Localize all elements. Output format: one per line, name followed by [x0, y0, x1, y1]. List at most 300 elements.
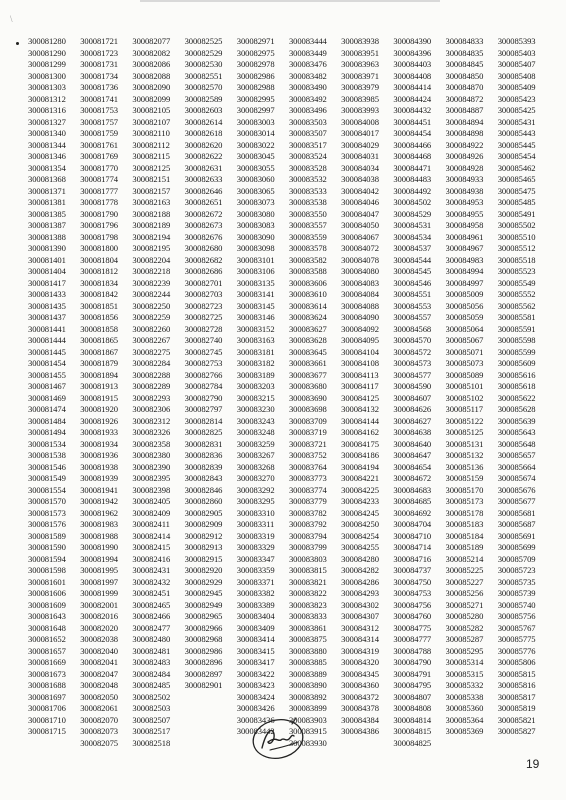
- roll-number-cell: 300082099: [132, 93, 171, 104]
- roll-number-cell: 300082398: [132, 484, 171, 495]
- roll-number-cell: 300084293: [341, 588, 379, 598]
- roll-number-cell: 300083090: [236, 231, 275, 242]
- roll-number-cell: 300081401: [28, 254, 66, 265]
- roll-number-cell: 300081736: [80, 82, 118, 92]
- roll-number-cell: 300081796: [80, 220, 118, 230]
- roll-number-cell: 300085657: [497, 450, 536, 460]
- roll-number-cell: 300085425: [497, 105, 536, 115]
- roll-number-cell: 300084175: [341, 438, 379, 449]
- roll-number-cell: 300085101: [445, 381, 484, 391]
- roll-number-cell: 300082905: [184, 507, 223, 518]
- roll-number-cell: 300084233: [341, 496, 379, 506]
- roll-number-cell: 300084050: [341, 220, 379, 230]
- roll-number-cell: 300084544: [393, 254, 432, 265]
- table-row: [28, 657, 550, 669]
- roll-number-cell: 300083243: [236, 415, 275, 426]
- roll-number-cell: 300083022: [236, 139, 275, 150]
- roll-number-cell: 300082073: [80, 726, 118, 736]
- roll-number-cell: 300084750: [393, 576, 432, 587]
- roll-number-cell: 300083538: [288, 197, 327, 207]
- table-row: [28, 381, 550, 393]
- roll-number-cell: 300081381: [28, 197, 66, 207]
- roll-number-cell: 300081990: [80, 542, 118, 552]
- roll-number-cell: 300081842: [80, 289, 118, 299]
- roll-number-table-body: [28, 36, 550, 749]
- roll-number-cell: 300084084: [341, 289, 379, 299]
- roll-number-cell: 300083426: [236, 703, 275, 713]
- roll-number-cell: 300082288: [132, 369, 171, 380]
- roll-number-cell: 300084777: [393, 634, 432, 644]
- roll-number-cell: 300085159: [445, 473, 484, 483]
- roll-number-cell: 300083329: [236, 542, 275, 552]
- roll-number-cell: 300083680: [288, 381, 327, 391]
- roll-number-cell: 300084029: [341, 139, 379, 150]
- roll-number-cell: 300084466: [393, 139, 432, 150]
- roll-number-cell: 300083106: [236, 266, 275, 276]
- roll-number-cell: 300084551: [393, 289, 432, 299]
- roll-number-cell: 300085059: [445, 312, 484, 322]
- roll-number-cell: 300082284: [132, 358, 171, 368]
- roll-number-cell: 300084194: [341, 461, 379, 472]
- roll-number-cell: 300083773: [288, 473, 327, 483]
- roll-number-cell: 300084314: [341, 634, 379, 644]
- roll-number-cell: 300084034: [341, 162, 379, 173]
- roll-number-cell: 300083203: [236, 381, 275, 391]
- roll-number-cell: 300081753: [80, 105, 118, 115]
- roll-number-cell: 300081798: [80, 231, 118, 242]
- roll-number-cell: 300084795: [393, 680, 432, 690]
- roll-number-cell: 300082843: [184, 473, 223, 483]
- roll-number-cell: 300084894: [445, 116, 484, 127]
- roll-number-cell: 300085549: [497, 277, 536, 288]
- roll-number-cell: 300082728: [184, 323, 223, 334]
- roll-number-cell: 300083414: [236, 634, 275, 644]
- roll-number-cell: 300081445: [28, 346, 66, 357]
- roll-number-cell: 300085462: [497, 162, 536, 173]
- roll-number-cell: 300081371: [28, 185, 66, 196]
- roll-number-cell: 300085699: [497, 542, 536, 552]
- table-row: [28, 151, 550, 163]
- table-row: [28, 496, 550, 508]
- roll-number-cell: 300081994: [80, 553, 118, 564]
- roll-number-cell: 300081879: [80, 358, 118, 368]
- roll-number-cell: 300081441: [28, 323, 66, 334]
- roll-number-cell: 300081995: [80, 565, 118, 575]
- roll-number-cell: 300084384: [341, 714, 379, 725]
- roll-number-cell: 300082723: [184, 300, 223, 311]
- roll-number-cell: 300081936: [80, 450, 118, 460]
- roll-number-cell: 300085315: [445, 668, 484, 679]
- roll-number-cell: 300083764: [288, 461, 327, 472]
- roll-number-cell: 300083979: [341, 82, 379, 92]
- roll-number-cell: 300081920: [80, 404, 118, 414]
- roll-number-cell: 300084534: [393, 231, 432, 242]
- roll-number-cell: 300082517: [132, 726, 171, 736]
- roll-number-cell: 300083690: [288, 392, 327, 403]
- roll-number-cell: 300082477: [132, 622, 171, 633]
- roll-number-cell: 300082896: [184, 657, 223, 667]
- roll-number-cell: 300084088: [341, 300, 379, 311]
- roll-number-cell: 300082614: [184, 116, 223, 127]
- roll-number-cell: 300082483: [132, 657, 171, 667]
- roll-number-cell: 300082086: [132, 59, 171, 69]
- roll-number-cell: 300084378: [341, 703, 379, 713]
- roll-number-cell: 300084031: [341, 151, 379, 161]
- roll-number-cell: 300081385: [28, 208, 66, 219]
- roll-number-cell: 300082507: [132, 714, 171, 725]
- roll-number-cell: 300084186: [341, 450, 379, 460]
- roll-number-cell: 300082163: [132, 197, 171, 207]
- roll-number-cell: 300084928: [445, 162, 484, 173]
- roll-number-cell: 300082312: [132, 415, 171, 426]
- roll-number-cell: 300082107: [132, 116, 171, 127]
- roll-number-cell: 300082326: [132, 427, 171, 437]
- roll-number-cell: 300081404: [28, 266, 66, 276]
- roll-number-cell: 300084113: [341, 369, 379, 380]
- roll-number-cell: 300082275: [132, 346, 171, 357]
- roll-number-cell: 300082405: [132, 496, 171, 506]
- roll-number-cell: 300081769: [80, 151, 118, 161]
- roll-number-cell: 300082151: [132, 174, 171, 184]
- roll-number-cell: 300083503: [288, 116, 327, 127]
- roll-number-cell: 300085756: [497, 611, 536, 621]
- roll-number-cell: 300082239: [132, 277, 171, 288]
- roll-number-cell: 300081999: [80, 588, 118, 598]
- roll-number-cell: 300083442: [236, 726, 275, 736]
- roll-number-cell: 300081643: [28, 611, 66, 621]
- roll-number-cell: 300085676: [497, 484, 536, 495]
- roll-number-cell: 300084396: [393, 47, 432, 58]
- roll-number-cell: 300085214: [445, 553, 484, 564]
- roll-number-cell: 300082920: [184, 565, 223, 575]
- roll-number-cell: 300084320: [341, 657, 379, 667]
- roll-number-cell: 300081444: [28, 335, 66, 345]
- roll-number-cell: 300081913: [80, 381, 118, 391]
- roll-number-cell: 300085332: [445, 680, 484, 690]
- roll-number-cell: 300083347: [236, 553, 275, 564]
- roll-number-cell: 300081387: [28, 220, 66, 230]
- roll-number-cell: 300082966: [184, 622, 223, 633]
- roll-number-cell: 300085562: [497, 300, 536, 311]
- roll-number-cell: 300082016: [80, 611, 118, 621]
- table-row: [28, 404, 550, 416]
- roll-number-cell: 300081804: [80, 254, 118, 265]
- roll-number-cell: 300083528: [288, 162, 327, 173]
- roll-number-cell: 300081759: [80, 128, 118, 138]
- roll-number-cell: 300081469: [28, 392, 66, 403]
- roll-number-cell: 300083449: [288, 47, 327, 58]
- roll-number-cell: 300085776: [497, 645, 536, 656]
- roll-number-cell: 300084933: [445, 174, 484, 184]
- roll-number-cell: 300085183: [445, 519, 484, 529]
- roll-number-cell: 300082416: [132, 553, 171, 564]
- roll-number-cell: 300082157: [132, 185, 171, 196]
- roll-number-cell: 300083774: [288, 484, 327, 495]
- roll-number-cell: 300085056: [445, 300, 484, 311]
- roll-number-cell: 300081368: [28, 174, 66, 184]
- roll-number-cell: 300082218: [132, 266, 171, 276]
- roll-number-cell: 300083389: [236, 599, 275, 610]
- roll-number-cell: 300083951: [341, 47, 379, 58]
- table-row: [28, 462, 550, 474]
- roll-number-cell: 300084553: [393, 300, 432, 311]
- margin-dot-mark: [16, 42, 19, 45]
- roll-number-cell: 300082949: [184, 599, 223, 610]
- table-row: [28, 312, 550, 324]
- roll-number-cell: 300082293: [132, 392, 171, 403]
- roll-number-cell: 300085131: [445, 438, 484, 449]
- roll-number-cell: 300082725: [184, 312, 223, 322]
- roll-number-cell: 300084672: [393, 473, 432, 483]
- roll-number-cell: 300082570: [184, 82, 223, 92]
- roll-number-cell: 300084424: [393, 93, 432, 104]
- roll-number-cell: 300081856: [80, 312, 118, 322]
- roll-number-cell: 300083267: [236, 450, 275, 460]
- roll-number-cell: 300084492: [393, 185, 432, 196]
- table-row: [28, 508, 550, 520]
- roll-number-cell: 300081601: [28, 576, 66, 587]
- roll-number-cell: 300082971: [236, 36, 275, 46]
- roll-number-cell: 300081316: [28, 105, 66, 115]
- roll-number-cell: [446, 738, 498, 750]
- roll-number-cell: 300082195: [132, 243, 171, 253]
- table-row: [28, 255, 550, 267]
- roll-number-cell: 300084788: [393, 645, 432, 656]
- roll-number-cell: 300084017: [341, 128, 379, 138]
- roll-number-cell: 300085445: [497, 139, 536, 150]
- roll-number-cell: 300082070: [80, 714, 118, 725]
- table-row: [28, 531, 550, 543]
- roll-number-cell: 300085821: [497, 714, 536, 725]
- roll-number-cell: 300081777: [80, 185, 118, 196]
- roll-number-cell: 300082432: [132, 576, 171, 587]
- table-row: [28, 59, 550, 71]
- roll-number-cell: 300085282: [445, 622, 484, 633]
- roll-number-cell: 300084537: [393, 243, 432, 253]
- roll-number-cell: 300083532: [288, 174, 327, 184]
- roll-number-cell: 300083606: [288, 277, 327, 288]
- roll-number-cell: 300081454: [28, 358, 66, 368]
- roll-number-cell: 300083060: [236, 174, 275, 184]
- roll-number-cell: 300084568: [393, 323, 432, 334]
- table-row: [28, 36, 550, 48]
- roll-number-cell: 300083517: [288, 139, 327, 150]
- roll-number-cell: 300085338: [445, 691, 484, 702]
- roll-number-cell: 300083645: [288, 346, 327, 357]
- table-row: [28, 370, 550, 382]
- roll-number-cell: 300083821: [288, 576, 327, 587]
- roll-number-cell: 300082975: [236, 47, 275, 58]
- table-row: [28, 358, 550, 370]
- roll-number-cell: 300084046: [341, 197, 379, 207]
- roll-number-cell: 300083799: [288, 542, 327, 552]
- table-row: [28, 600, 550, 612]
- roll-number-cell: 300084372: [341, 691, 379, 702]
- roll-number-cell: 300083930: [288, 737, 327, 748]
- roll-number-cell: 300081576: [28, 519, 66, 529]
- table-row: [28, 542, 550, 554]
- roll-number-cell: 300081606: [28, 588, 66, 598]
- roll-number-cell: 300085409: [497, 82, 536, 92]
- roll-number-cell: 300085071: [445, 346, 484, 357]
- roll-number-cell: 300082484: [132, 668, 171, 679]
- roll-number-cell: 300085364: [445, 714, 484, 725]
- roll-number-cell: 300083971: [341, 70, 379, 81]
- roll-number-cell: 300082289: [132, 381, 171, 391]
- roll-number-cell: 300083146: [236, 312, 275, 322]
- roll-number-cell: 300083557: [288, 220, 327, 230]
- roll-number-cell: 300084983: [445, 254, 484, 265]
- roll-number-cell: 300083588: [288, 266, 327, 276]
- roll-number-cell: 300083045: [236, 151, 275, 161]
- roll-number-cell: 300083415: [236, 645, 275, 656]
- roll-number-cell: 300081988: [80, 530, 118, 541]
- roll-number-cell: 300083985: [341, 93, 379, 104]
- roll-number-cell: 300082913: [184, 542, 223, 552]
- roll-number-cell: 300082267: [132, 335, 171, 345]
- roll-number-cell: 300084483: [393, 174, 432, 184]
- roll-number-cell: 300085431: [497, 116, 536, 127]
- roll-number-cell: 300085225: [445, 565, 484, 575]
- roll-number-cell: 300083963: [341, 59, 379, 69]
- roll-number-cell: 300083550: [288, 208, 327, 219]
- roll-number-cell: 300084922: [445, 139, 484, 150]
- roll-number-cell: 300085407: [497, 59, 536, 69]
- roll-number-cell: 300084067: [341, 231, 379, 242]
- roll-number-cell: 300083582: [288, 254, 327, 265]
- roll-number-cell: 300081669: [28, 657, 66, 667]
- roll-number-cell: 300085735: [497, 576, 536, 587]
- roll-number-cell: 300082260: [132, 323, 171, 334]
- table-row: [28, 634, 550, 646]
- roll-number-cell: 300081933: [80, 427, 118, 437]
- roll-number-cell: 300081812: [80, 266, 118, 276]
- roll-number-cell: 300084898: [445, 128, 484, 138]
- roll-number-cell: 300083890: [288, 680, 327, 690]
- roll-number-cell: 300081741: [80, 93, 118, 104]
- roll-number-cell: [185, 703, 237, 715]
- roll-number-cell: 300084807: [393, 691, 432, 702]
- roll-number-cell: 300082188: [132, 208, 171, 219]
- roll-number-cell: 300084887: [445, 105, 484, 115]
- table-row: [28, 623, 550, 635]
- roll-number-cell: 300085443: [497, 128, 536, 138]
- roll-number-cell: 300085709: [497, 553, 536, 564]
- roll-number-cell: 300081437: [28, 312, 66, 322]
- roll-number-cell: 300084850: [445, 70, 484, 81]
- table-row: [28, 439, 550, 451]
- roll-number-cell: 300084390: [393, 36, 432, 46]
- roll-number-cell: 300083135: [236, 277, 275, 288]
- roll-number-cell: 300085677: [497, 496, 536, 506]
- roll-number-cell: 300082306: [132, 404, 171, 414]
- roll-number-cell: 300085664: [497, 461, 536, 472]
- roll-number-cell: 300084092: [341, 323, 379, 334]
- roll-number-cell: 300084938: [445, 185, 484, 196]
- roll-number-cell: 300084307: [341, 611, 379, 621]
- roll-number-cell: 300085622: [497, 392, 536, 403]
- roll-number-cell: 300081710: [28, 714, 66, 725]
- roll-number-cell: 300084577: [393, 369, 432, 380]
- table-row: [28, 554, 550, 566]
- table-row: [28, 209, 550, 221]
- roll-number-cell: 300083248: [236, 427, 275, 437]
- roll-number-cell: 300081715: [28, 726, 66, 736]
- roll-number-cell: 300084008: [341, 116, 379, 127]
- roll-number-cell: 300081851: [80, 300, 118, 311]
- roll-number-cell: 300083181: [236, 346, 275, 357]
- roll-number-cell: 300085518: [497, 254, 536, 265]
- roll-number-cell: 300085184: [445, 530, 484, 541]
- roll-number-cell: 300084502: [393, 197, 432, 207]
- roll-number-cell: 300085819: [497, 703, 536, 713]
- roll-number-cell: 300085648: [497, 438, 536, 449]
- roll-number-cell: 300083189: [236, 369, 275, 380]
- corner-tick-mark: \: [10, 14, 13, 24]
- roll-number-cell: 300081657: [28, 645, 66, 656]
- roll-number-cell: 300081706: [28, 703, 66, 713]
- roll-number-cell: 300085643: [497, 427, 536, 437]
- roll-number-cell: 300083444: [288, 36, 327, 46]
- roll-number-cell: 300082968: [184, 634, 223, 644]
- roll-number-cell: 300083409: [236, 622, 275, 633]
- roll-number-cell: 300083163: [236, 335, 275, 345]
- roll-number-cell: 300082860: [184, 496, 223, 506]
- roll-number-cell: 300084162: [341, 427, 379, 437]
- roll-number-cell: 300082082: [132, 47, 171, 58]
- roll-number-cell: 300082839: [184, 461, 223, 472]
- roll-number-cell: 300083880: [288, 645, 327, 656]
- roll-number-cell: 300081721: [80, 36, 118, 46]
- roll-number-cell: 300081433: [28, 289, 66, 299]
- roll-number-cell: 300082988: [236, 82, 275, 92]
- roll-number-cell: 300082480: [132, 634, 171, 644]
- roll-number-cell: 300081327: [28, 116, 66, 127]
- roll-number-cell: 300085271: [445, 599, 484, 610]
- roll-number-cell: 300083833: [288, 611, 327, 621]
- roll-number-cell: 300083311: [236, 519, 275, 529]
- roll-number-cell: 300084704: [393, 519, 432, 529]
- roll-number-cell: 300085523: [497, 266, 536, 276]
- roll-number-cell: 300084546: [393, 277, 432, 288]
- roll-number-cell: 300082766: [184, 369, 223, 380]
- roll-number-cell: 300085767: [497, 622, 536, 633]
- roll-number-cell: 300085122: [445, 415, 484, 426]
- roll-number-cell: 300083496: [288, 105, 327, 115]
- roll-number-cell: 300084961: [445, 231, 484, 242]
- roll-number-cell: 300085227: [445, 576, 484, 587]
- roll-number-cell: 300084570: [393, 335, 432, 345]
- roll-number-cell: 300084125: [341, 392, 379, 403]
- roll-number-cell: [185, 738, 237, 750]
- roll-number-cell: 300083055: [236, 162, 275, 173]
- roll-number-cell: 300082965: [184, 611, 223, 621]
- roll-number-cell: 300085491: [497, 208, 536, 219]
- roll-number-cell: 300085287: [445, 634, 484, 644]
- roll-number-cell: 300084403: [393, 59, 432, 69]
- roll-number-cell: 300084994: [445, 266, 484, 276]
- roll-number-cell: 300081867: [80, 346, 118, 357]
- roll-number-cell: 300082589: [184, 93, 223, 104]
- roll-number-cell: 300084775: [393, 622, 432, 633]
- roll-number-cell: 300085280: [445, 611, 484, 621]
- table-row: [28, 105, 550, 117]
- roll-number-cell: 300081609: [28, 599, 66, 610]
- roll-number-cell: 300082831: [184, 438, 223, 449]
- roll-number-cell: 300083721: [288, 438, 327, 449]
- roll-number-cell: 300082929: [184, 576, 223, 587]
- roll-number-cell: 300083815: [288, 565, 327, 575]
